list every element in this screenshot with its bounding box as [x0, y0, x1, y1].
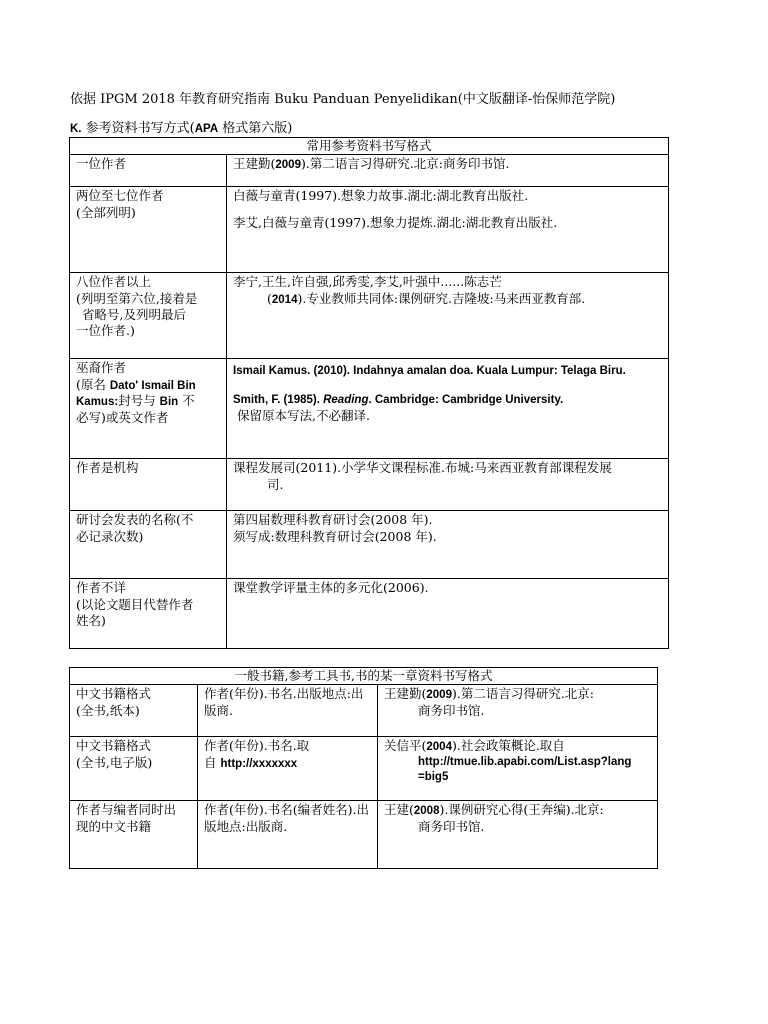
row-value: 课程发展司(2011).小学华文课程标准.布城:马来西亚教育部课程发展 司. — [227, 459, 669, 511]
table1-header: 常用参考资料书写格式 — [70, 138, 669, 155]
table-row — [70, 359, 669, 459]
table-row — [70, 579, 669, 649]
row-value: 第四届数理科教育研讨会(2008 年). 须写成:数理科教育研讨会(2008 年). — [227, 511, 669, 579]
table-row — [70, 737, 658, 801]
table-row — [70, 459, 669, 511]
row-example: 王建勤(2009).第二语言习得研究.北京: 商务印书馆. — [378, 685, 658, 737]
table-row — [70, 685, 658, 737]
table-row — [70, 273, 669, 359]
section-heading: K. 参考资料书写方式(APA 格式第六版) — [70, 121, 293, 136]
row-label: 一位作者 — [70, 155, 227, 187]
row-value: 课堂教学评量主体的多元化(2006). — [227, 579, 669, 649]
table2-header: 一般书籍,参考工具书,书的某一章资料书写格式 — [70, 668, 658, 685]
row-label: 八位作者以上 (列明至第六位,接着是 省略号,及列明最后 一位作者.) — [70, 273, 227, 359]
row-format: 作者(年份).书名.取 自 http://xxxxxxx — [198, 737, 378, 801]
row-label: 研讨会发表的名称(不 必记录次数) — [70, 511, 227, 579]
table-row — [70, 511, 669, 579]
row-format: 作者(年份).书名.出版地点:出版商. — [198, 685, 378, 737]
row-label: 巫裔作者 (原名 Dato' Ismail Bin Kamus:封号与 Bin 不 必写)或英文作者 — [70, 359, 227, 459]
row-example: 关信平(2004).社会政策概论.取自 http://tmue.lib.apabi.com/List.asp?lang =big5 — [378, 737, 658, 801]
document-title: 依据 IPGM 2018 年教育研究指南 Buku Panduan Penyelidikan(中文版翻译-怡保师范学院) — [70, 92, 616, 107]
general-books-format-table — [69, 667, 658, 869]
row-label: 作者不详 (以论文题目代替作者 姓名) — [70, 579, 227, 649]
row-label: 作者是机构 — [70, 459, 227, 511]
row-label: 中文书籍格式 (全书,电子版) — [70, 737, 198, 801]
row-value: 白薇与童青(1997).想象力故事.湖北:湖北教育出版社. 李艾,白薇与童青(1997).想象力提炼.湖北:湖北教育出版社. — [227, 187, 669, 273]
table-row — [70, 187, 669, 273]
row-value: Ismail Kamus. (2010). Indahnya amalan doa. Kuala Lumpur: Telaga Biru. Smith, F. (1985). Reading. Cambridge: Cambridge University. 保留原本写法,不必翻译. — [227, 359, 669, 459]
row-example: 王建(2008).课例研究心得(王奔编).北京: 商务印书馆. — [378, 801, 658, 869]
row-label: 两位至七位作者 (全部列明) — [70, 187, 227, 273]
table-row — [70, 155, 669, 187]
row-label: 作者与编者同时出 现的中文书籍 — [70, 801, 198, 869]
row-value: 李宁,王生,许自强,邱秀雯,李艾,叶强中......陈志芒 (2014).专业教师共同体:课例研究.吉隆坡:马来西亚教育部. — [227, 273, 669, 359]
table-row — [70, 801, 658, 869]
common-reference-format-table — [69, 137, 669, 649]
row-format: 作者(年份).书名(编者姓名).出版地点:出版商. — [198, 801, 378, 869]
row-value: 王建勤(2009).第二语言习得研究.北京:商务印书馆. — [227, 155, 669, 187]
row-label: 中文书籍格式 (全书,纸本) — [70, 685, 198, 737]
